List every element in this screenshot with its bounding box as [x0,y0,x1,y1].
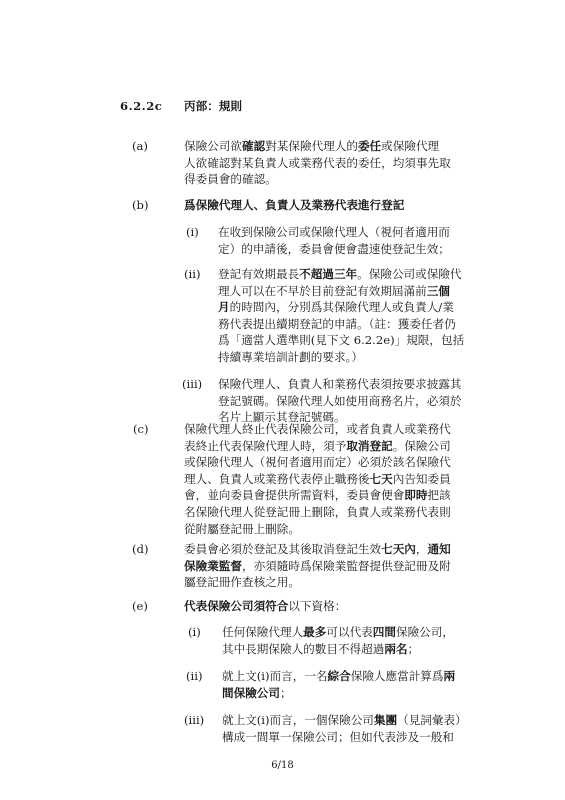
line-text: ，亦須隨時爲保險業監督提供登記冊及附 [241,558,451,573]
text-line [222,712,467,728]
line-text: 構成一間單一保險公司；但如代表涉及一般和 [222,729,454,744]
emphasis-text: 集團 [373,713,398,727]
line-text: 務代表提出續期登記的申請。（註：獲委任者仍 [218,316,456,331]
text-line [184,138,439,154]
text-line [184,504,451,520]
line-text: 保險公司， [395,625,454,639]
line-text: 爲「適當人選準則(見下文 6.2.2e)」規限，包括 [218,333,465,348]
para-e-marker: (e) [132,599,148,613]
line-text: 理人可以在不早於目前登記有效期屆滿前 [218,283,427,298]
line-text: 保險公司欲 [184,139,242,153]
line-text: 或保險代理人（視何者適用而定）必須於該名保險代 [184,455,451,470]
line-text: 名保險代理人從登記冊上刪除，負責人或業務代表則 [184,505,451,519]
text-line [184,421,451,437]
text-line [218,376,461,392]
emphasis-text: 間保險公司 [222,685,280,700]
emphasis-text: 兩名 [384,641,408,656]
line-text: 委員會必須於登記及其後取消登記生效 [184,542,382,556]
line-text: ； [407,641,420,656]
line-text: 保險代理人、負責人和業務代表須按要求披露其 [218,377,462,391]
emphasis-text: 月 [218,300,230,315]
emphasis-text: 最多 [303,625,327,639]
emphasis-text: 代表保險公司須符合 [184,599,289,613]
line-text: 表終止代表保險代理人時，須予 [184,438,347,453]
line-text: ； [279,685,292,700]
line-text: 從附屬登記冊上刪除。 [184,521,300,536]
line-text: 或保險代理 [381,139,440,153]
line-text: 人欲確認對某負責人或業務代表的委任，均須事先取 [184,155,451,170]
para-b-heading: 爲保險代理人、負責人及業務代表進行登記 [184,198,405,212]
emphasis-text: 七天內 [381,542,416,556]
line-text: 可以代表 [326,625,373,639]
text-line [184,574,300,590]
emphasis-text: 三個 [426,283,450,298]
emphasis-text: 即時 [404,488,428,503]
text-line [184,438,451,454]
para-b-iii-marker: (iii) [182,377,203,391]
text-line [184,171,277,187]
para-b-i-marker: (i) [186,225,199,239]
emphasis-text: 四間 [372,625,396,639]
line-text: 得委員會的確認。 [184,172,277,187]
line-text: 任何保險代理人 [222,625,304,639]
line-text: 內告知委員 [392,471,451,486]
text-line [218,332,464,348]
text-line [218,393,461,409]
text-line [222,685,292,701]
emphasis-text: 通知 [427,542,451,556]
section-title: 丙部：規則 [184,99,242,113]
text-line [218,283,450,299]
para-e-iii-marker: (iii) [184,713,205,727]
text-line [184,487,451,503]
line-text: 定）的申請後，委員會便會盡速使登記生效； [218,241,450,256]
text-line [222,641,419,657]
para-e-ii-marker: (ii) [186,669,203,683]
emphasis-text: 確認 [241,139,266,153]
line-text: 就上文(i)而言，一名 [222,669,328,683]
text-line [184,598,346,614]
para-c-marker: (c) [133,422,149,436]
text-line [184,155,451,171]
text-line [222,668,455,684]
emphasis-text: 兩 [443,669,456,683]
text-line [184,541,451,557]
line-text: 登記號碼。保險代理人如使用商務名片，必須於 [218,393,462,408]
line-text: 就上文(i)而言，一個保險公司 [222,713,374,727]
line-text: 的時間內，分別爲其保險代理人或負責人/業 [229,300,454,315]
line-text: 以下資格： [288,599,347,613]
line-text: 理人、負責人或業務代表停止職務後 [184,471,370,486]
line-text: 會，並向委員會提供所需資料，委員會便會 [184,488,405,503]
text-line [218,299,454,315]
line-text: 其中長期保險人的數目不得超過 [222,641,385,656]
emphasis-text: 綜合 [327,669,351,683]
line-text: 。保險公司 [392,438,451,453]
text-line [184,471,451,487]
text-line [184,454,451,470]
para-b-ii-marker: (ii) [184,267,201,281]
para-a-marker: (a) [132,139,148,153]
line-text: 登記有效期最長 [218,267,300,281]
line-text: 持續專業培訓計劃的要求。） [218,350,363,364]
text-line [184,558,451,574]
page-number: 6/18 [271,760,294,771]
emphasis-text: 保險業監督 [184,558,242,573]
line-text: 屬登記冊作查核之用。 [184,575,300,590]
line-text: 保險人應當計算爲 [350,669,444,683]
para-e-i-marker: (i) [188,625,201,639]
line-text: 保險代理人終止代表保險公司，或者負責人或業務代 [184,422,451,436]
emphasis-text: 委任 [357,139,382,153]
line-text: 把該 [427,488,451,503]
emphasis-text: 不超過三年 [299,267,358,281]
emphasis-text: 七天 [369,471,393,486]
line-text: （見詞彙表） [397,713,467,727]
text-line [218,266,462,282]
text-line [222,729,454,745]
line-text: 在收到保險公司或保險代理人（視何者適用而 [218,225,450,239]
line-text: 對某保險代理人的 [265,139,358,153]
line-text: 名片上顯示其登記號碼。 [218,410,346,425]
para-d-marker: (d) [132,542,149,556]
line-text: ， [415,542,428,556]
para-b-marker: (b) [132,198,149,212]
text-line [218,349,363,365]
text-line [184,521,300,537]
emphasis-text: 取消登記 [346,438,393,453]
line-text: 。保險公司或保險代 [357,267,462,281]
section-number: 6.2.2c [120,99,163,113]
text-line [218,241,450,257]
text-line [218,224,450,240]
text-line [218,316,456,332]
text-line [222,624,454,640]
